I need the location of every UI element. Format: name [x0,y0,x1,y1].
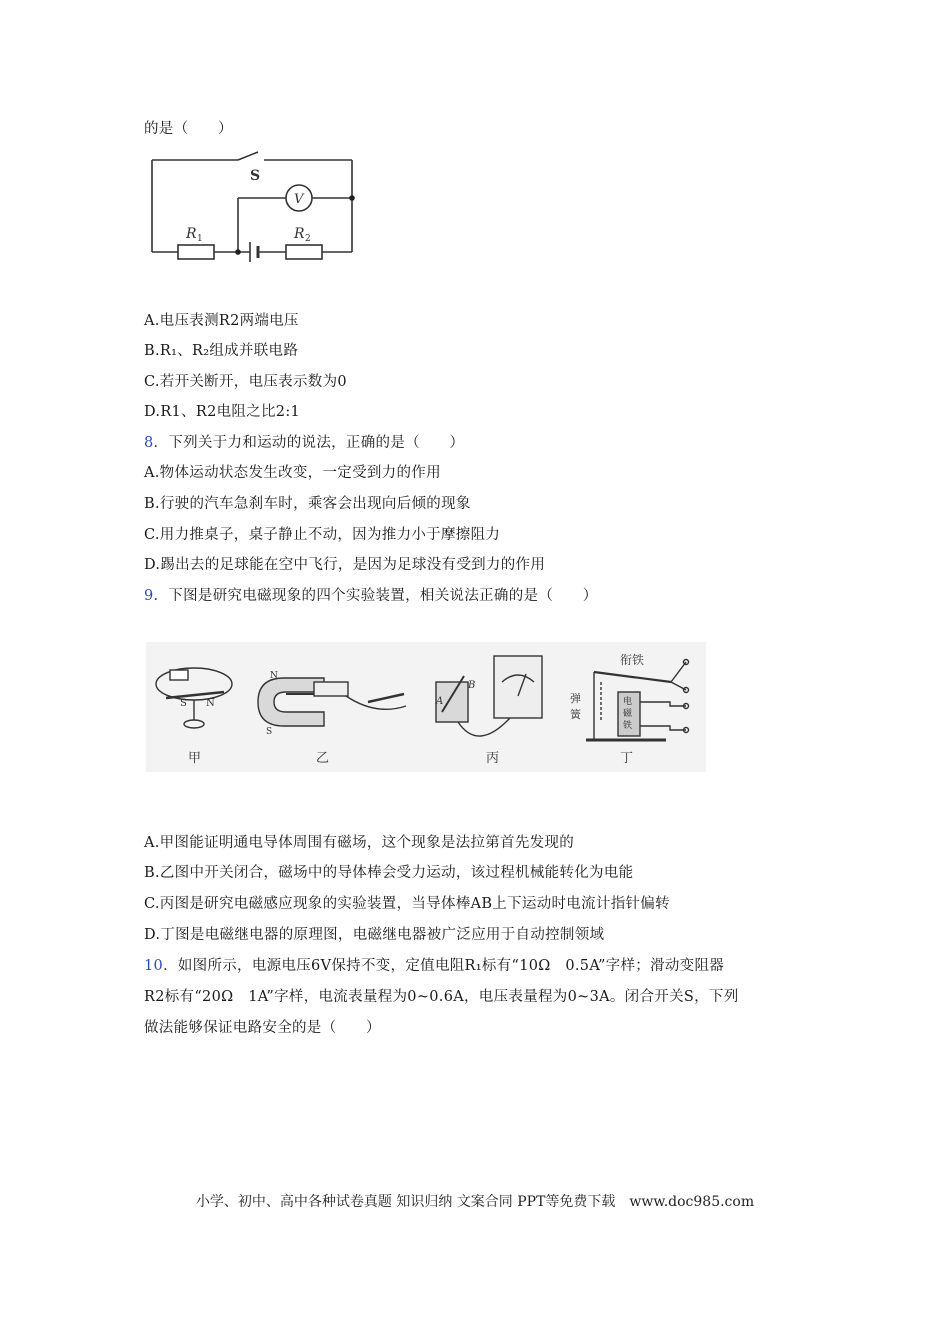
q8-stem-text: ．下列关于力和运动的说法，正确的是（ ） [153,435,465,451]
junction-dot [349,195,355,201]
junction-dot [235,249,241,255]
voltmeter-label: V [294,192,304,207]
r2-subscript: 2 [305,234,311,244]
q8-option-b: B.行驶的汽车急刹车时，乘客会出现向后倾的现象 [144,496,471,512]
q8-option-a: A.物体运动状态发生改变，一定受到力的作用 [144,465,441,481]
fig-caption-ding: 丁 [620,751,634,766]
q9-option-b: B.乙图中开关闭合，磁场中的导体棒会受力运动，该过程机械能转化为电能 [144,865,634,881]
fig-n-label: N [206,698,215,709]
q7-option-b: B.R₁、R₂组成并联电路 [144,343,299,359]
fig-dianci-1: 电 [623,697,633,707]
q9-experiment-figure [146,642,706,772]
q8-stem [144,433,464,453]
q8-number: 8 [144,435,154,451]
q7-stem-tail: 的是（ ） [144,121,233,137]
r2-label: R [294,226,305,242]
q7-option-c: C.若开关断开，电压表示数为0 [144,374,347,390]
q9-option-d: D.丁图是电磁继电器的原理图，电磁继电器被广泛应用于自动控制领域 [144,927,605,943]
fig-dianci-3: 铁 [623,721,633,731]
fig-s-label: S [180,698,187,709]
fig-caption-bing: 丙 [486,751,500,766]
q10-number: 10 [144,958,164,974]
q10-line-3: 做法能够保证电路安全的是（ ） [144,1020,381,1036]
q9-stem [144,586,598,606]
q8-option-c: C.用力推桌子，桌子静止不动，因为推力小于摩擦阻力 [144,527,501,543]
q10-text-1: ．如图所示，电源电压6V保持不变，定值电阻R₁标有“10Ω 0.5A”字样；滑动变阻器 [163,958,725,974]
r1-subscript: 1 [197,234,203,244]
switch-label: S [250,168,261,184]
fig-xiantie-label: 衔铁 [620,653,645,667]
r1-label: R [186,226,197,242]
q10-line-2: R2标有“20Ω 1A”字样，电流表量程为0~0.6A，电压表量程为0~3A。闭合开关S，下列 [144,989,739,1005]
q10-line-1 [144,956,724,976]
q7-option-d: D.R1、R2电阻之比2:1 [144,404,301,420]
fig-n-label-2: N [270,671,278,681]
q9-number: 9 [144,588,154,604]
q7-option-a: A.电压表测R2两端电压 [144,313,299,329]
q9-option-a: A.甲图能证明通电导体周围有磁场，这个现象是法拉第首先发现的 [144,835,575,851]
q7-circuit-diagram [146,148,368,266]
fig-b-label: B [468,680,476,691]
q9-stem-text: ．下图是研究电磁现象的四个实验装置，相关说法正确的是（ ） [153,588,598,604]
fig-tanhuang-2: 簧 [570,708,581,721]
fig-caption-jia: 甲 [188,751,202,766]
q9-option-c: C.丙图是研究电磁感应现象的实验装置，当导体棒AB上下运动时电流计指针偏转 [144,896,670,912]
page-footer: 小学、初中、高中各种试卷真题 知识归纳 文案合同 PPT等免费下载 www.doc985.com [195,1194,755,1210]
fig-dianci-2: 磁 [623,709,633,719]
fig-a-label: A [436,696,444,707]
fig-caption-yi: 乙 [316,751,330,766]
fig-s-label-2: S [266,727,273,737]
fig-tanhuang-1: 弹 [570,692,581,705]
q8-option-d: D.踢出去的足球能在空中飞行，是因为足球没有受到力的作用 [144,557,546,573]
